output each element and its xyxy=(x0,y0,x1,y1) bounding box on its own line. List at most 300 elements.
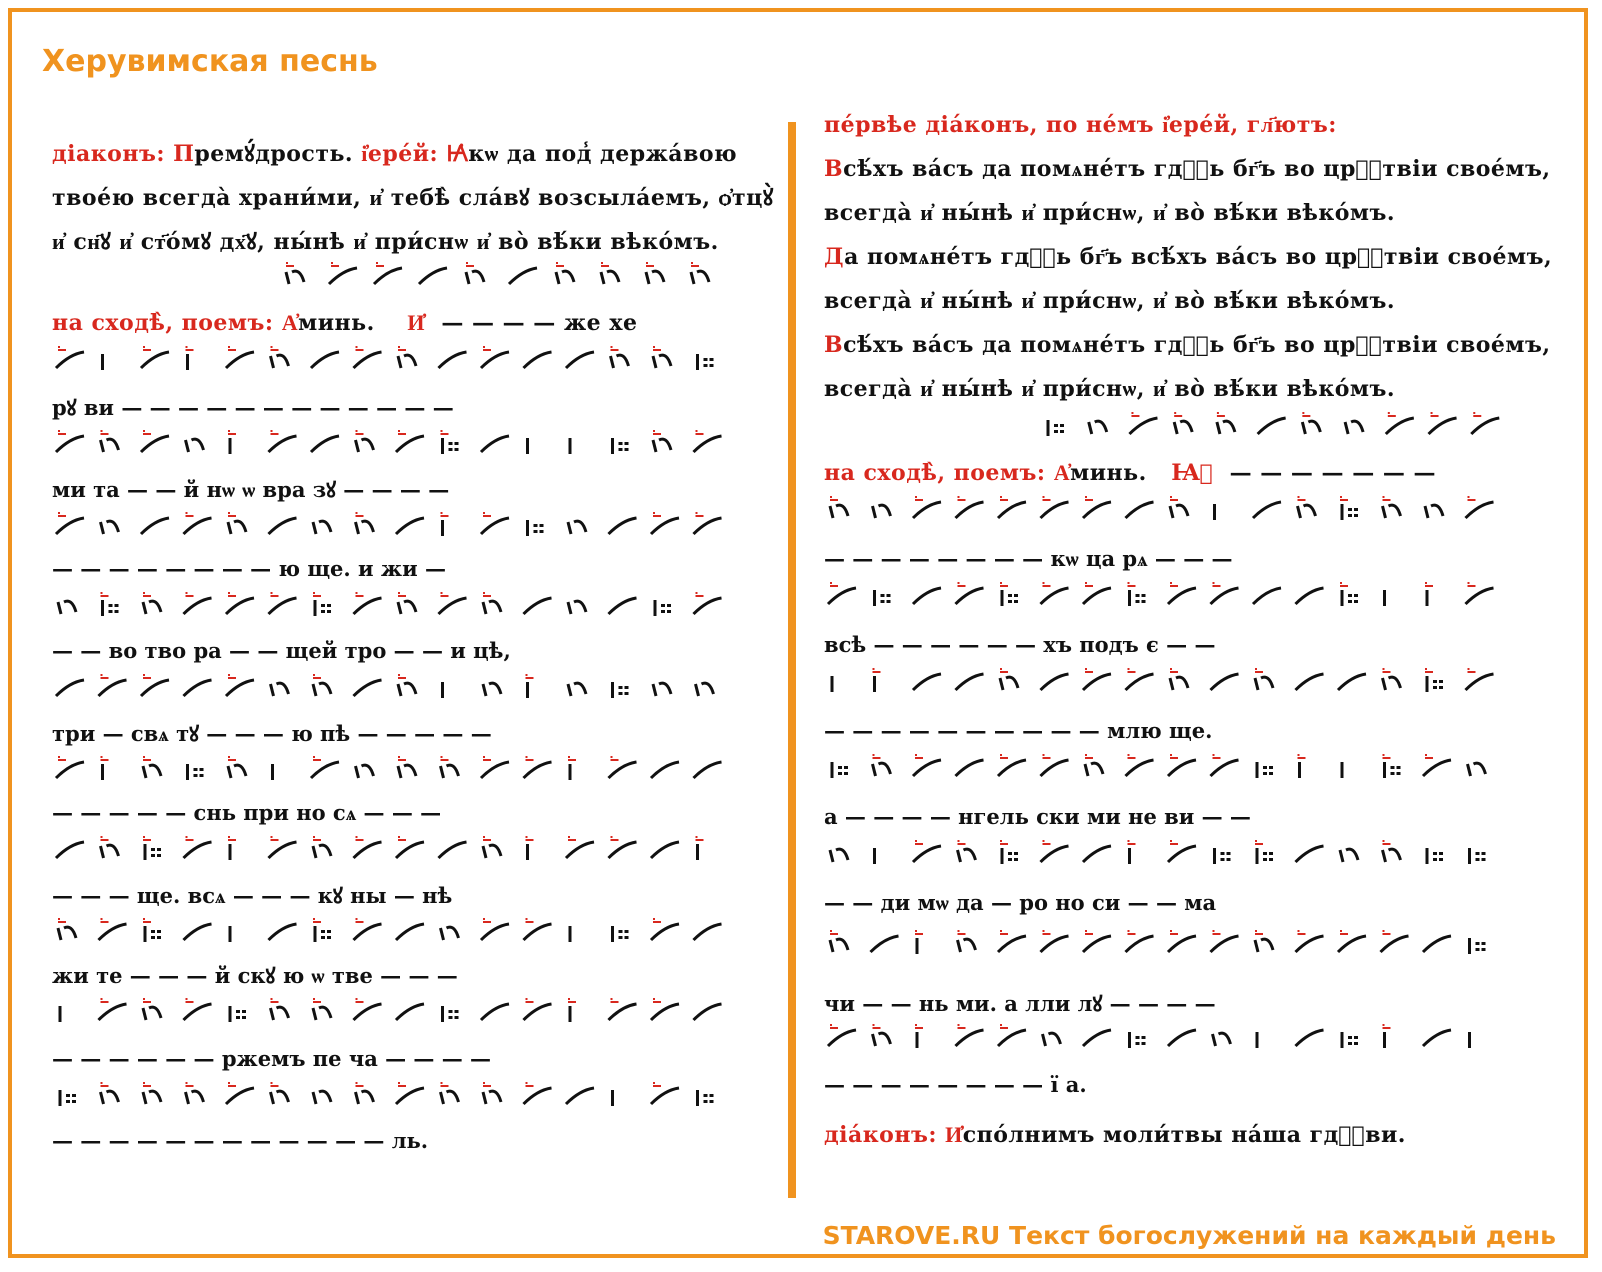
neume-mark xyxy=(99,999,127,1020)
neume-mark xyxy=(286,263,304,284)
neume-mark xyxy=(613,438,629,454)
neume-mark xyxy=(481,919,509,940)
neume-mark xyxy=(354,347,382,368)
syllable-row: рꙋ ви — — — — — — — — — — — — xyxy=(52,395,454,420)
neume-row xyxy=(52,1082,732,1110)
neume-mark xyxy=(1298,755,1306,778)
neume-row xyxy=(824,930,1504,958)
neume-mark xyxy=(871,936,899,952)
neume-mark xyxy=(832,762,848,778)
neume-mark xyxy=(1211,583,1239,604)
neume-mark xyxy=(1215,848,1231,864)
neume-mark xyxy=(528,520,544,536)
neume-mark xyxy=(188,764,204,780)
neume-mark xyxy=(143,593,161,614)
neume-mark xyxy=(356,513,374,534)
neume-mark xyxy=(313,675,331,696)
neume-mark xyxy=(184,837,212,858)
neume-glyphs xyxy=(824,754,1504,782)
neume-mark xyxy=(56,431,84,452)
neume-mark xyxy=(313,521,331,534)
neume-mark xyxy=(566,1088,594,1104)
verse-text: сѣ́хъ ва́съ да помѧне́тъ гдⷭ҇ь бг҃ъ во црⷭ҇твіи свое́мъ, xyxy=(843,332,1551,358)
neume-mark xyxy=(143,919,161,942)
neume-mark xyxy=(1383,1025,1391,1048)
neume-mark xyxy=(230,1006,246,1022)
neume-glyphs xyxy=(824,582,1504,610)
neume-row xyxy=(52,592,732,620)
neume-mark xyxy=(1041,931,1069,952)
neume-mark xyxy=(356,1083,374,1104)
neume-mark xyxy=(1170,497,1188,518)
rubric-deacon: діа́конъ: xyxy=(824,1122,937,1148)
initial-letter: Ꙗ҆ xyxy=(446,141,469,167)
neume-mark xyxy=(653,431,671,452)
syllables: — — — — же хе xyxy=(441,310,638,336)
neume-mark xyxy=(483,1083,501,1104)
neume-mark xyxy=(1302,413,1320,434)
neume-mark xyxy=(998,497,1026,518)
intro-text: ремꙋ́дрость. xyxy=(194,141,354,167)
neume-mark xyxy=(1085,755,1103,776)
neume-mark xyxy=(1340,583,1358,606)
neume-mark xyxy=(694,431,722,452)
neume-mark xyxy=(913,755,941,776)
neume-mark xyxy=(1217,413,1235,434)
neume-glyphs xyxy=(1040,412,1510,440)
neume-mark xyxy=(1168,841,1196,862)
neume-mark xyxy=(1296,588,1324,604)
neume-mark xyxy=(1000,841,1018,864)
verse-text: а помѧне́тъ гдⷭ҇ь бг҃ъ всѣ́хъ ва́съ во црⷭ҇твіи свое́мъ, xyxy=(844,244,1553,270)
neume-mark xyxy=(228,513,246,534)
neume-mark xyxy=(524,1083,552,1104)
neume-mark xyxy=(694,1004,722,1020)
neume-mark xyxy=(653,347,671,368)
neume-mark xyxy=(913,674,941,690)
neume-row xyxy=(52,674,732,702)
neume-mark xyxy=(439,352,467,368)
neume-mark xyxy=(1298,497,1316,518)
neume-mark xyxy=(651,919,679,940)
neume-mark xyxy=(441,757,459,778)
neume-mark xyxy=(354,919,382,940)
neume-mark xyxy=(1130,1032,1146,1048)
neume-mark xyxy=(1258,418,1286,434)
neume-mark xyxy=(313,593,331,616)
neume-mark xyxy=(1381,931,1409,952)
neume-mark xyxy=(1041,674,1069,690)
neume-mark xyxy=(1423,1030,1451,1046)
neume-mark xyxy=(271,683,289,696)
neume-mark xyxy=(698,1090,714,1106)
rubric-priest: і҆ере́й: xyxy=(361,141,439,167)
neume-mark xyxy=(1043,1033,1061,1046)
neume-mark xyxy=(1083,931,1111,952)
neume-mark xyxy=(269,518,297,534)
neume-mark xyxy=(396,431,424,452)
neume-row xyxy=(280,262,730,290)
neume-mark xyxy=(141,431,169,452)
neume-mark xyxy=(441,431,459,454)
neume-mark xyxy=(1296,674,1324,690)
neume-mark xyxy=(1255,931,1273,952)
rubric-amen: на сходѣ̀, поемъ: xyxy=(52,310,274,336)
neume-mark xyxy=(524,352,552,368)
neume-mark xyxy=(956,583,984,604)
neume-mark xyxy=(184,680,212,696)
neume-row xyxy=(824,754,1504,782)
neume-mark xyxy=(269,924,297,940)
left-amen-line xyxy=(52,310,752,336)
neume-mark xyxy=(1211,931,1239,952)
neume-glyphs xyxy=(280,262,730,290)
neume-mark xyxy=(311,757,339,778)
neume-mark xyxy=(1466,583,1494,604)
neume-mark xyxy=(1211,755,1239,776)
initial-letter: А҆ xyxy=(281,310,299,336)
neume-mark xyxy=(646,263,664,284)
neume-mark xyxy=(524,919,552,940)
verse-line xyxy=(824,156,1551,182)
neume-mark xyxy=(466,263,484,284)
neume-mark xyxy=(509,268,537,284)
initial-letter: И҆ xyxy=(407,310,425,336)
neume-mark xyxy=(56,513,84,534)
neume-mark xyxy=(483,683,501,696)
right-amen-line xyxy=(824,460,1524,486)
neume-mark xyxy=(1000,669,1018,690)
neume-mark xyxy=(1170,669,1188,690)
neume-mark xyxy=(101,1083,119,1104)
neume-mark xyxy=(1466,497,1494,518)
neume-mark xyxy=(1468,763,1486,776)
neume-mark xyxy=(1211,674,1239,690)
verse-line: всегда̀ и҆ ны́нѣ и҆ при́снѡ, и҆ во̀ вѣ́ки вѣко́мъ. xyxy=(824,376,1396,402)
neume-mark xyxy=(1041,755,1069,776)
neume-mark xyxy=(1383,497,1401,518)
rubric-amen: на сходѣ̀, поемъ: xyxy=(824,460,1046,486)
neume-mark xyxy=(439,842,467,858)
neume-mark xyxy=(419,268,447,284)
neume-mark xyxy=(915,931,923,954)
neume-mark xyxy=(226,675,254,696)
neume-mark xyxy=(101,837,119,858)
neume-mark xyxy=(1383,841,1401,862)
neume-mark xyxy=(568,601,586,614)
neume-mark xyxy=(483,837,501,858)
neume-mark xyxy=(58,601,76,614)
neume-mark xyxy=(186,439,204,452)
neume-mark xyxy=(1386,413,1414,434)
syllable-row: а — — — — нгель ски ми не ви — — xyxy=(824,804,1251,829)
neume-mark xyxy=(228,431,236,454)
neume-mark xyxy=(1174,413,1192,434)
neume-mark xyxy=(398,347,416,368)
syllable-row: всѣ — — — — — — хъ подъ є — — xyxy=(824,632,1216,657)
neume-mark xyxy=(1000,583,1018,606)
amen-text: минь. xyxy=(298,310,375,336)
neume-mark xyxy=(1427,848,1443,864)
neume-mark xyxy=(830,497,848,518)
right-heading: пе́рвѣе діа́конъ, по не́мъ і҆ере́й, гл҃ютъ: xyxy=(824,112,1337,138)
neume-mark xyxy=(143,837,161,860)
neume-mark xyxy=(1383,669,1401,690)
intro-text: кѡ да под̾ держа́вою xyxy=(468,141,738,167)
neume-mark xyxy=(913,841,941,862)
neume-mark xyxy=(398,593,416,614)
neume-glyphs xyxy=(52,346,732,374)
neume-mark xyxy=(913,588,941,604)
neume-mark xyxy=(609,837,637,858)
neume-mark xyxy=(186,347,194,370)
neume-mark xyxy=(396,1083,424,1104)
rubric-deacon: діаконъ: xyxy=(52,141,165,167)
neume-mark xyxy=(396,924,424,940)
neume-mark xyxy=(1296,1030,1324,1046)
neume-mark xyxy=(56,347,84,368)
neume-mark xyxy=(568,999,576,1022)
neume-mark xyxy=(269,593,297,614)
initial-letter: В xyxy=(824,332,844,358)
neume-mark xyxy=(611,347,629,368)
column-divider xyxy=(788,122,796,1198)
neume-mark xyxy=(1126,931,1154,952)
neume-mark xyxy=(141,518,169,534)
amen-text: минь. xyxy=(1070,460,1147,486)
page-title: Херувимская песнь xyxy=(42,44,378,79)
verse-text: сѣ́хъ ва́съ да помѧне́тъ гдⷭ҇ь бг҃ъ во црⷭ҇твіи свое́мъ, xyxy=(843,156,1551,182)
neume-mark xyxy=(143,757,161,778)
neume-mark xyxy=(226,593,254,614)
syllable-row: — — — — — — — — — — — — ль. xyxy=(52,1128,429,1153)
neume-mark xyxy=(1168,583,1196,604)
neume-mark xyxy=(313,1091,331,1104)
neume-mark xyxy=(60,1090,76,1106)
neume-mark xyxy=(956,760,984,776)
neume-glyphs xyxy=(824,668,1504,696)
neume-mark xyxy=(101,593,119,616)
initial-letter: Д xyxy=(824,244,845,270)
syllable-row: — — — — — — — — ї а. xyxy=(824,1072,1087,1097)
neume-mark xyxy=(226,1083,254,1104)
neume-mark xyxy=(356,765,374,778)
neume-mark xyxy=(830,849,848,862)
neume-row xyxy=(52,998,732,1026)
syllable-row: чи — — нь ми. а лли лꙋ — — — — xyxy=(824,991,1216,1016)
neume-mark xyxy=(143,1083,161,1104)
neume-row xyxy=(52,512,732,540)
neume-mark xyxy=(1128,583,1146,606)
syllable-row: — — — — — — ржемъ пе ча — — — — xyxy=(52,1046,492,1071)
neume-mark xyxy=(143,999,161,1020)
neume-mark xyxy=(483,593,501,614)
neume-mark xyxy=(609,598,637,614)
neume-glyphs xyxy=(52,512,732,540)
neume-mark xyxy=(354,837,382,858)
neume-mark xyxy=(311,352,339,368)
neume-mark xyxy=(1253,588,1281,604)
neume-glyphs xyxy=(52,998,732,1026)
neume-glyphs xyxy=(824,930,1504,958)
neume-mark xyxy=(609,757,637,778)
neume-mark xyxy=(613,926,629,942)
neume-mark xyxy=(101,521,119,534)
neume-mark xyxy=(354,593,382,614)
neume-mark xyxy=(1338,674,1366,690)
verse-line xyxy=(824,244,1553,270)
neume-mark xyxy=(354,680,382,696)
neume-mark xyxy=(1168,755,1196,776)
neume-mark xyxy=(915,1025,923,1048)
neume-mark xyxy=(601,263,619,284)
neume-mark xyxy=(99,919,127,940)
left-intro-line-2: твое́ю всегда̀ храни́ми, и҆ тебѣ̀ сла́вꙋ возсыла́емъ, ѻ҆тцꙋ̀ xyxy=(52,185,774,211)
neume-mark xyxy=(696,837,704,860)
neume-mark xyxy=(651,842,679,858)
neume-mark xyxy=(1425,505,1443,518)
neume-mark xyxy=(613,682,629,698)
neume-mark xyxy=(653,683,671,696)
neume-mark xyxy=(1128,841,1136,864)
neume-mark xyxy=(1342,1032,1358,1048)
neume-mark xyxy=(56,842,84,858)
neume-mark xyxy=(269,431,297,452)
neume-mark xyxy=(1471,413,1499,434)
neume-mark xyxy=(1423,755,1451,776)
neume-mark xyxy=(998,931,1026,952)
neume-row xyxy=(52,836,732,864)
neume-mark xyxy=(956,674,984,690)
neume-mark xyxy=(1383,755,1401,778)
neume-mark xyxy=(556,263,574,284)
neume-mark xyxy=(396,837,424,858)
syllables: — — — — — — — xyxy=(1229,460,1437,486)
closing-text: спо́лнимъ моли́твы на́ша гдⷭ҇ви. xyxy=(962,1122,1406,1148)
initial-letter: В xyxy=(824,156,844,182)
neume-mark xyxy=(694,762,722,778)
neume-mark xyxy=(956,497,984,518)
neume-mark xyxy=(1089,421,1107,434)
initial-letter: А҆ xyxy=(1053,460,1071,486)
neume-mark xyxy=(568,683,586,696)
neume-mark xyxy=(691,263,709,284)
neume-mark xyxy=(271,347,289,368)
neume-mark xyxy=(481,513,509,534)
neume-mark xyxy=(481,1004,509,1020)
neume-mark xyxy=(184,924,212,940)
neume-mark xyxy=(186,1083,204,1104)
neume-glyphs xyxy=(52,1082,732,1110)
neume-glyphs xyxy=(52,918,732,946)
neume-mark xyxy=(1296,846,1324,862)
initial-letter: Ꙗ҆ xyxy=(1171,460,1214,486)
neume-mark xyxy=(1213,1033,1231,1046)
neume-mark xyxy=(184,999,212,1020)
neume-mark xyxy=(101,431,119,452)
neume-mark xyxy=(958,931,976,952)
left-intro-line-1 xyxy=(52,138,752,168)
neume-mark xyxy=(441,1083,459,1104)
neume-mark xyxy=(568,757,576,780)
syllable-row: — — — — — — — — ю ще. и жи — xyxy=(52,556,447,581)
neume-mark xyxy=(651,513,679,534)
neume-mark xyxy=(1041,583,1069,604)
neume-mark xyxy=(873,755,891,776)
neume-mark xyxy=(1345,421,1363,434)
neume-mark xyxy=(356,431,374,452)
neume-glyphs xyxy=(52,430,732,458)
neume-glyphs xyxy=(824,1024,1504,1052)
neume-mark xyxy=(1083,497,1111,518)
neume-mark xyxy=(998,755,1026,776)
neume-mark xyxy=(1168,931,1196,952)
initial-letter: И҆ xyxy=(945,1122,963,1148)
neume-mark xyxy=(398,757,416,778)
neume-mark xyxy=(1340,849,1358,862)
neume-mark xyxy=(1425,669,1443,692)
neume-mark xyxy=(271,1083,289,1104)
neume-mark xyxy=(956,1025,984,1046)
neume-mark xyxy=(481,436,509,452)
neume-mark xyxy=(828,1025,856,1046)
neume-glyphs xyxy=(52,756,732,784)
neume-glyphs xyxy=(52,592,732,620)
syllable-row: три — свѧ тꙋ — — — ю пѣ — — — — — xyxy=(52,721,492,746)
neume-mark xyxy=(609,999,637,1020)
neume-mark xyxy=(99,675,127,696)
neume-mark xyxy=(58,919,76,940)
neume-mark xyxy=(1083,846,1111,862)
neume-mark xyxy=(228,757,246,778)
neume-mark xyxy=(439,593,467,614)
neume-mark xyxy=(524,598,552,614)
neume-mark xyxy=(1041,841,1069,862)
neume-mark xyxy=(1470,848,1486,864)
neume-row xyxy=(1040,412,1510,440)
neume-mark xyxy=(655,600,671,616)
syllable-row: — — — ще. всѧ — — — кꙋ ны — нѣ xyxy=(52,883,453,908)
neume-glyphs xyxy=(824,496,1504,524)
neume-mark xyxy=(443,1006,459,1022)
neume-mark xyxy=(913,497,941,518)
neume-row xyxy=(824,496,1504,524)
neume-mark xyxy=(1041,497,1069,518)
neume-mark xyxy=(1168,1030,1196,1046)
neume-mark xyxy=(1129,413,1157,434)
neume-row xyxy=(52,756,732,784)
neume-mark xyxy=(694,593,722,614)
neume-mark xyxy=(1083,583,1111,604)
neume-mark xyxy=(184,593,212,614)
neume-glyphs xyxy=(824,840,1504,868)
neume-mark xyxy=(1126,669,1154,690)
neume-mark xyxy=(1470,938,1486,954)
neume-mark xyxy=(481,347,509,368)
neume-mark xyxy=(651,999,679,1020)
neume-mark xyxy=(830,931,848,952)
neume-mark xyxy=(698,354,714,370)
neume-mark xyxy=(694,513,722,534)
neume-mark xyxy=(524,757,552,778)
neume-mark xyxy=(441,513,449,536)
syllable-row: — — во тво ра — — щей тро — — и цѣ, xyxy=(52,638,511,663)
neume-mark xyxy=(828,583,856,604)
neume-mark xyxy=(568,521,586,534)
neume-mark xyxy=(526,675,534,698)
neume-mark xyxy=(311,436,339,452)
neume-mark xyxy=(696,683,714,696)
